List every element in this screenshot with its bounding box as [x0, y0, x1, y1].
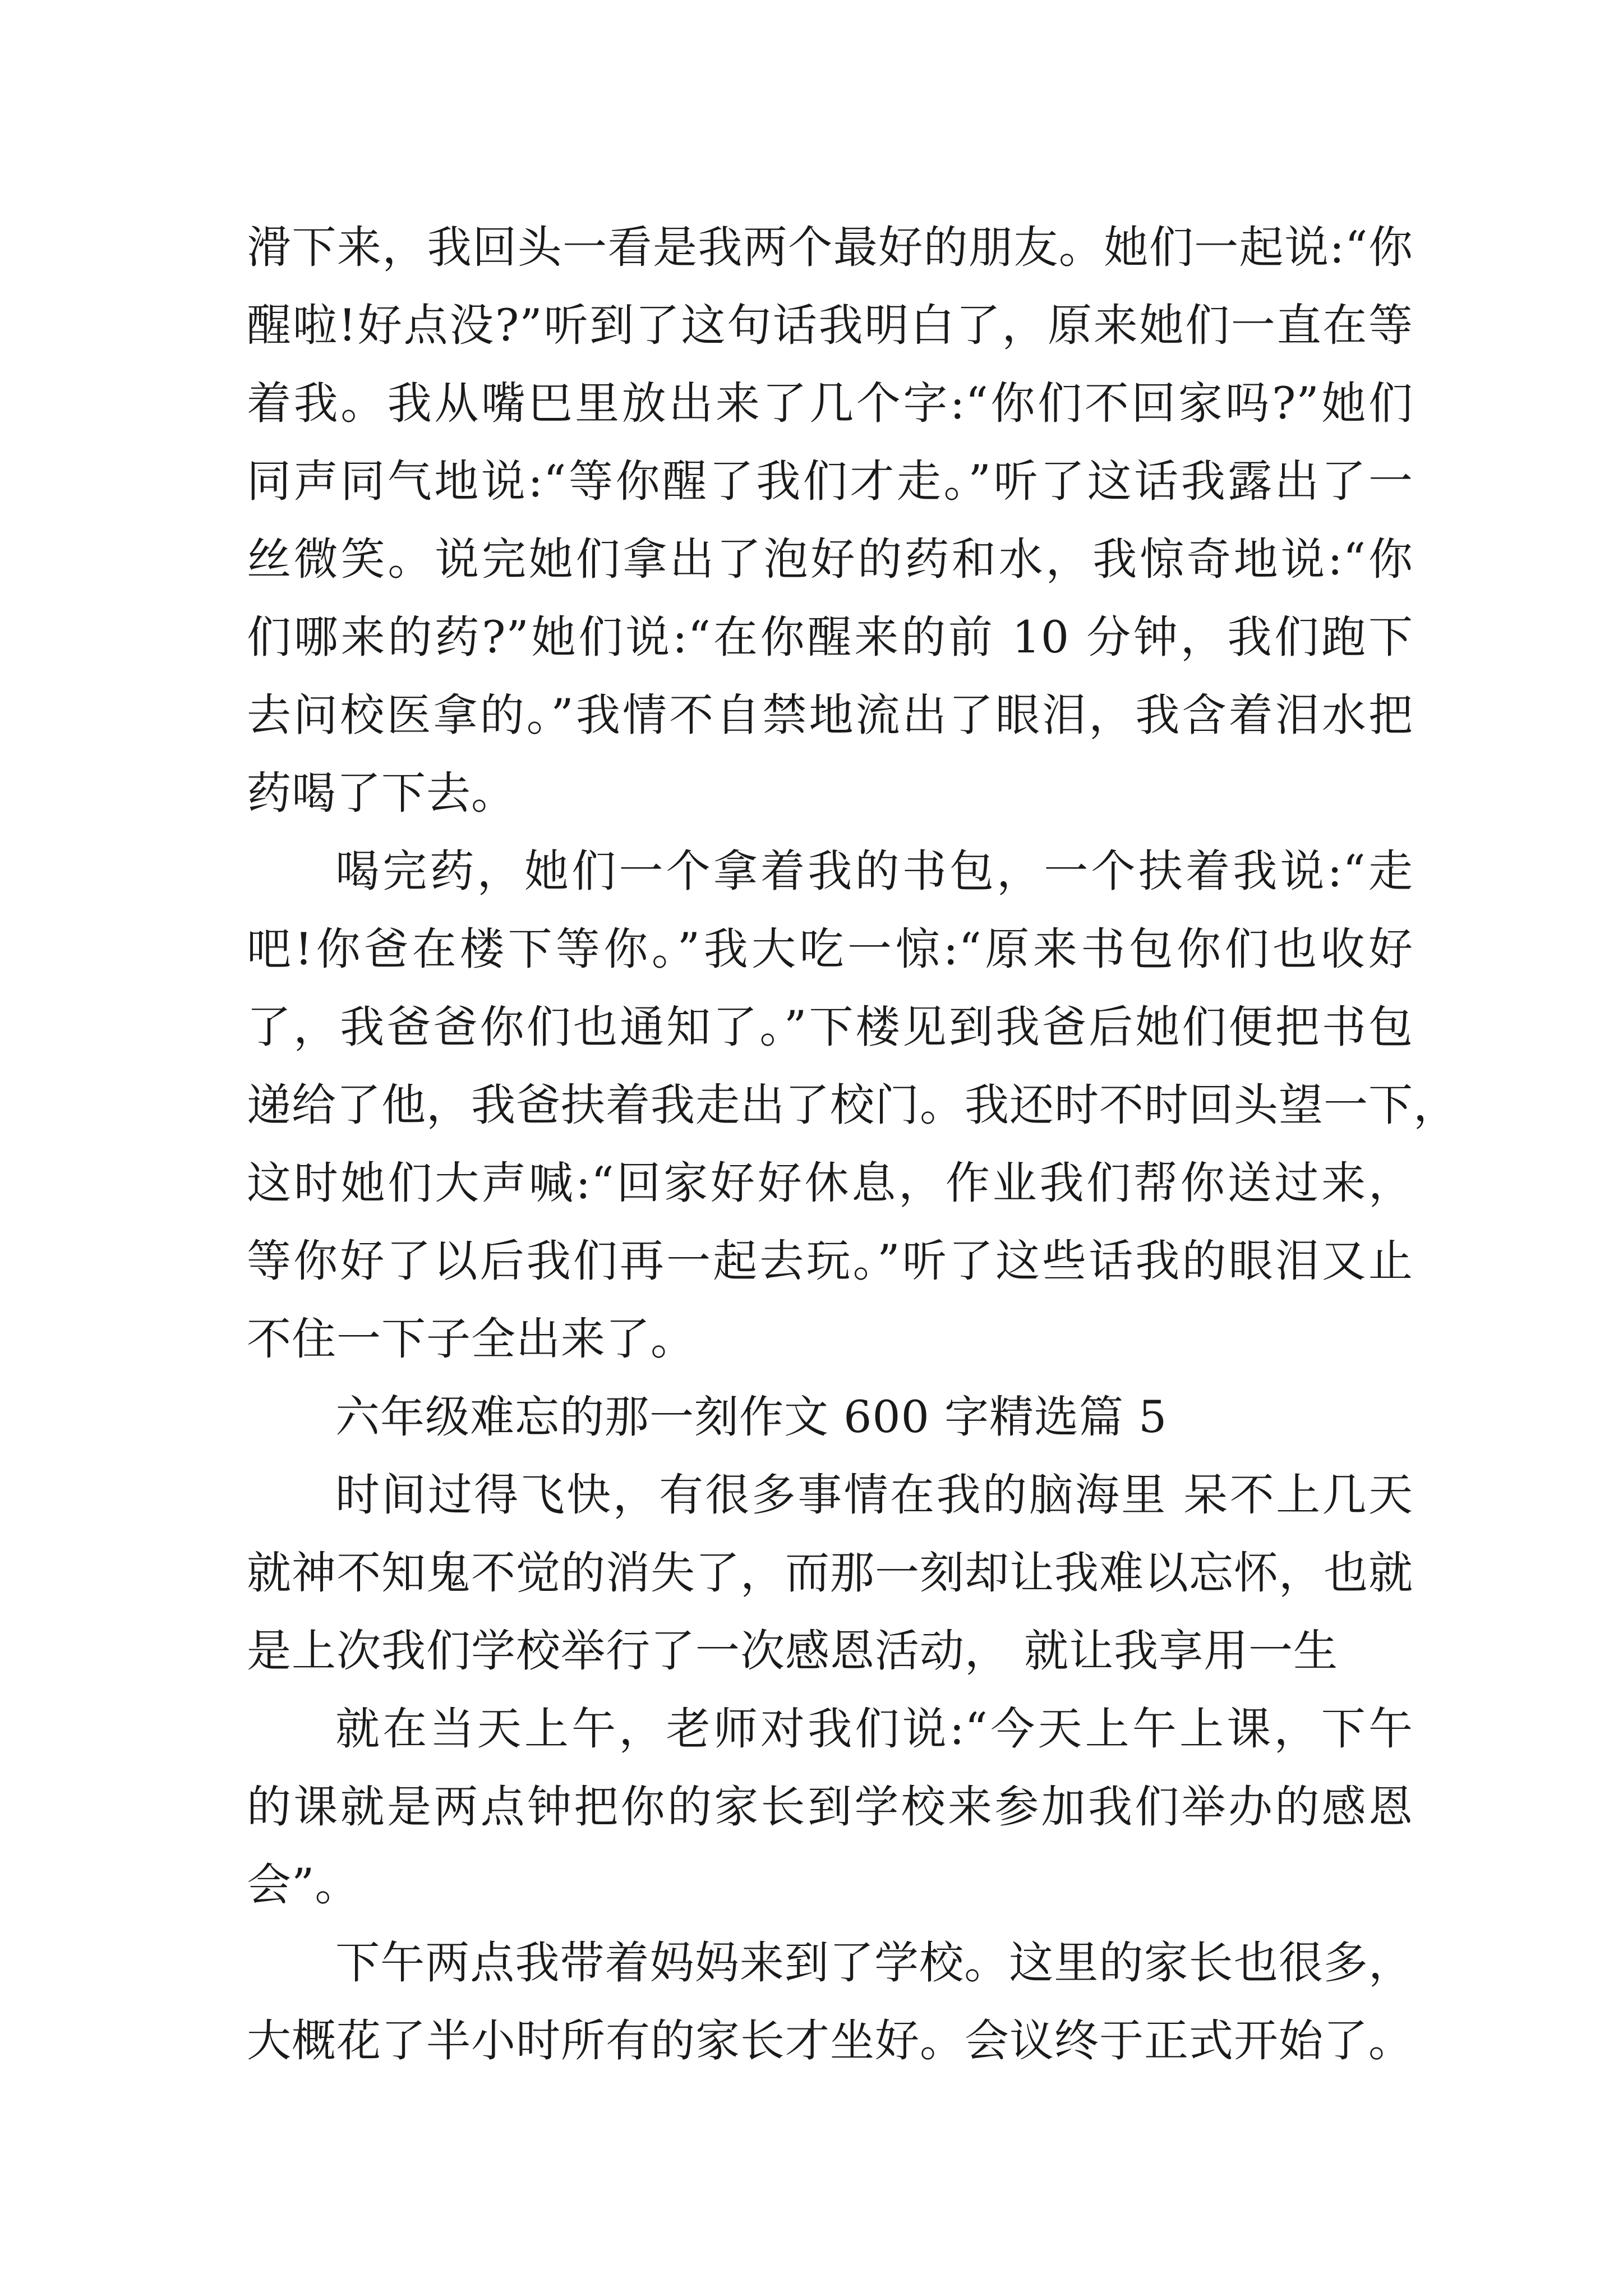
section-heading — [247, 1378, 1413, 1456]
text-line: 下午两点我带着妈妈来到了学校。这里的家长也很多， — [335, 1937, 1413, 1989]
text-line: 们哪来的药?”她们说:“在你醒来的前 10 分钟，我们跑下 — [247, 611, 1413, 663]
text-line: 是上次我们学校举行了一次感恩活动， 就让我享用一生 — [247, 1625, 1339, 1677]
paragraph-4 — [247, 1456, 1413, 1690]
text-line: 喝完药，她们一个拿着我的书包，一个扶着我说:“走 — [335, 845, 1413, 897]
text-line: 同声同气地说:“等你醒了我们才走。”听了这话我露出了一 — [247, 455, 1413, 507]
text-line: 着我。我从嘴巴里放出来了几个字:“你们不回家吗?”她们 — [247, 378, 1413, 429]
text-line: 就在当天上午，老师对我们说:“今天上午上课，下午 — [335, 1703, 1413, 1755]
text-line: 了，我爸爸你们也通知了。”下楼见到我爸后她们便把书包 — [247, 1001, 1413, 1053]
text-line: 的课就是两点钟把你的家长到学校来参加我们举办的感恩 — [247, 1781, 1413, 1833]
text-line: 丝微笑。说完她们拿出了泡好的药和水，我惊奇地说:“你 — [247, 533, 1413, 585]
paragraph-6 — [247, 1924, 1413, 2080]
text-line: 药喝了下去。 — [247, 767, 516, 819]
text-line: 这时她们大声喊:“回家好好休息，作业我们帮你送过来， — [247, 1157, 1413, 1209]
paragraph-1 — [247, 209, 1413, 832]
text-line: 就神不知鬼不觉的消失了，而那一刻却让我难以忘怀，也就 — [247, 1547, 1413, 1599]
text-line: 递给了他，我爸扶着我走出了校门。我还时不时回头望一下， — [247, 1079, 1458, 1131]
text-line: 大概花了半小时所有的家长才坐好。会议终于正式开始了。 — [247, 2015, 1413, 2067]
text-line: 吧!你爸在楼下等你。”我大吃一惊:“原来书包你们也收好 — [247, 923, 1413, 975]
text-line: 醒啦!好点没?”听到了这句话我明白了，原来她们一直在等 — [247, 300, 1413, 351]
text-line: 时间过得飞快，有很多事情在我的脑海里 呆不上几天 — [335, 1469, 1413, 1521]
heading-line: 六年级难忘的那一刻作文 600 字精选篇 5 — [335, 1391, 1168, 1443]
paragraph-5 — [247, 1690, 1413, 1924]
text-line: 去问校医拿的。”我情不自禁地流出了眼泪，我含着泪水把 — [247, 689, 1413, 741]
text-line: 会”。 — [247, 1859, 360, 1911]
text-line: 等你好了以后我们再一起去玩。”听了这些话我的眼泪又止 — [247, 1235, 1413, 1287]
text-line: 不住一下子全出来了。 — [247, 1313, 695, 1365]
document-body — [247, 209, 1458, 2080]
text-line: 滑下来，我回头一看是我两个最好的朋友。她们一起说:“你 — [247, 222, 1413, 273]
paragraph-2 — [247, 832, 1458, 1378]
